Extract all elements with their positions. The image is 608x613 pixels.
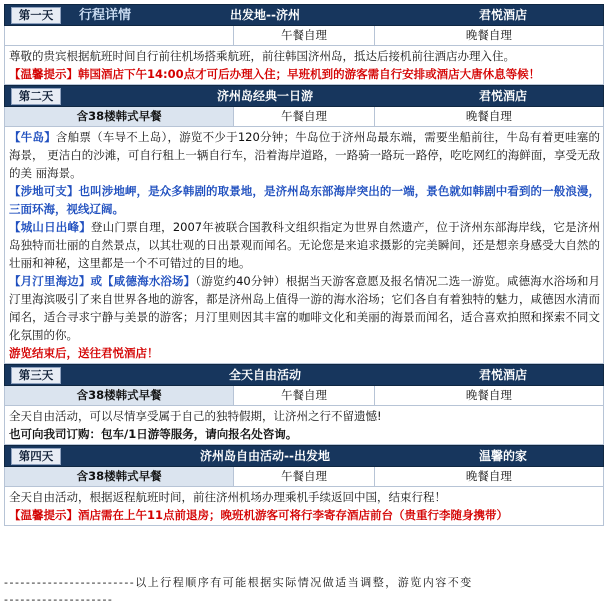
itinerary-details-label: 行程详情 xyxy=(79,8,132,23)
day2-tag: 第二天 xyxy=(11,88,61,105)
day4-tip xyxy=(9,506,600,524)
day1-header xyxy=(4,4,604,26)
day2-body xyxy=(4,127,604,364)
day2-meals xyxy=(4,107,604,127)
niudao-label: 【牛岛】 xyxy=(9,130,56,144)
day2-breakfast: 含38楼韩式早餐 xyxy=(5,107,234,126)
shedi-label: 【涉地可支】 xyxy=(9,184,79,198)
chengshan-paragraph xyxy=(9,218,600,272)
day3-dinner: 晚餐自理 xyxy=(374,386,603,405)
day1-body xyxy=(4,46,604,85)
itinerary-table xyxy=(4,4,604,526)
day1-route: 出发地--济州 xyxy=(230,8,300,22)
day3-booking-note: 也可向我司订购：包车/1日游等服务，请向报名处咨询。 xyxy=(9,427,298,441)
day2-header xyxy=(4,85,604,107)
day4-tip-text: 酒店需在上午11点前退房；晚班机游客可将行李寄存酒店前台（贵重行李随身携带） xyxy=(78,508,508,522)
day2-route: 济州岛经典一日游 xyxy=(216,89,313,103)
day4-lunch: 午餐自理 xyxy=(234,467,374,486)
day2-hotel: 君悦酒店 xyxy=(478,89,527,103)
beach-text: （游览约40分钟）根据当天游客意愿及报名情况二选一游览。咸德海水浴场和月汀里海滨吸引了来自世界各地的游客，都是济州岛上值得一游的海水浴场；它们各自有着独特的魅力，咸德因水清而闻名，适合寻求宁静与美景的游客；月汀里则因其丰富的咖啡文化和美丽的海景而闻名，适合喜欢拍照和探索不同文化氛围的你。 xyxy=(9,274,601,342)
chengshan-label: 【城山日出峰】 xyxy=(9,220,91,234)
day3-body xyxy=(4,406,604,445)
day2-end-note: 游览结束后，送往君悦酒店！ xyxy=(9,346,159,360)
day3-description: 全天自由活动，可以尽情享受属于自己的独特假期，让济州之行不留遗憾! xyxy=(9,409,382,423)
day2-lunch: 午餐自理 xyxy=(234,107,374,126)
beach-paragraph xyxy=(9,272,600,344)
day4-hotel: 温馨的家 xyxy=(478,449,527,463)
day1-lunch: 午餐自理 xyxy=(234,26,374,45)
day4-meals xyxy=(4,467,604,487)
footer-dashes-left: ------------------------ xyxy=(4,576,136,589)
niudao-text: 含舶票（车导不上岛），游览不少于120分钟；牛岛位于济州岛最东端，需要坐船前往，牛岛有着更哇塞的海景， 更洁白的沙滩，可自行租上一辆自行车，沿着海岸道路，一路骑一路玩一路停，吃吃网红的海鲜面，享受无敌的美 丽海景。 xyxy=(9,130,600,180)
day3-route: 全天自由活动 xyxy=(228,368,301,382)
day3-tag: 第三天 xyxy=(11,367,61,384)
shedi-paragraph xyxy=(9,182,600,218)
day1-tag: 第一天 xyxy=(11,7,61,24)
day4-dinner: 晚餐自理 xyxy=(374,467,603,486)
day1-description: 尊敬的贵宾根据航班时间自行前往机场搭乘航班，前往韩国济州岛，抵达后接机前往酒店办理入住。 xyxy=(9,49,515,63)
beach-or: 或 xyxy=(90,274,103,288)
beach-b-label: 【咸德海水浴场】 xyxy=(102,274,196,288)
day4-tag: 第四天 xyxy=(11,448,61,465)
day4-description: 全天自由活动，根据返程航班时间，前往济州机场办理乘机手续返回中国，结束行程！ xyxy=(9,490,446,504)
day4-breakfast: 含38楼韩式早餐 xyxy=(5,467,234,486)
day1-meals xyxy=(4,26,604,46)
day3-header xyxy=(4,364,604,386)
footer-dashes-bottom: -------------------- xyxy=(4,593,114,606)
niudao-paragraph xyxy=(9,128,600,182)
day4-tip-label: 【温馨提示】 xyxy=(9,508,78,522)
footer-text: 以上行程顺序有可能根据实际情况做适当调整，游览内容不变 xyxy=(135,576,473,589)
day3-lunch: 午餐自理 xyxy=(234,386,374,405)
day3-breakfast: 含38楼韩式早餐 xyxy=(5,386,234,405)
day1-tip-text: 韩国酒店下午14:00点才可后办理入住；早班机到的游客需自行安排或酒店大唐休息等候！ xyxy=(78,67,541,81)
day4-route: 济州岛自由活动--出发地 xyxy=(200,449,330,463)
day1-dinner: 晚餐自理 xyxy=(374,26,603,45)
day3-hotel: 君悦酒店 xyxy=(478,368,527,382)
day4-body xyxy=(4,487,604,526)
shedi-text: 也叫涉地岬，是众多韩剧的取景地，是济州岛东部海岸突出的一端，景色就如韩剧中看到的一般浪漫，三面环海，视线辽阔。 xyxy=(9,184,601,216)
day1-tip-label: 【温馨提示】 xyxy=(9,67,78,81)
beach-a-label: 【月汀里海边】 xyxy=(9,274,91,288)
day4-header xyxy=(4,445,604,467)
day3-meals xyxy=(4,386,604,406)
day1-tip xyxy=(9,65,600,83)
footer-note xyxy=(4,574,604,608)
day2-dinner: 晚餐自理 xyxy=(374,107,603,126)
chengshan-text: 登山门票自理，2007年被联合国教科文组织指定为世界自然遗产，位于济州东部海岸线，它是济州岛独特而壮丽的自然景点，以其壮观的日出景观而闻名。无论您是来追求摄影的完美瞬间，还是想亲身感受大自然的壮丽和神秘，这里都是一个不可错过的目的地。 xyxy=(9,220,600,270)
day1-hotel: 君悦酒店 xyxy=(478,8,527,22)
day1-breakfast xyxy=(5,26,234,45)
